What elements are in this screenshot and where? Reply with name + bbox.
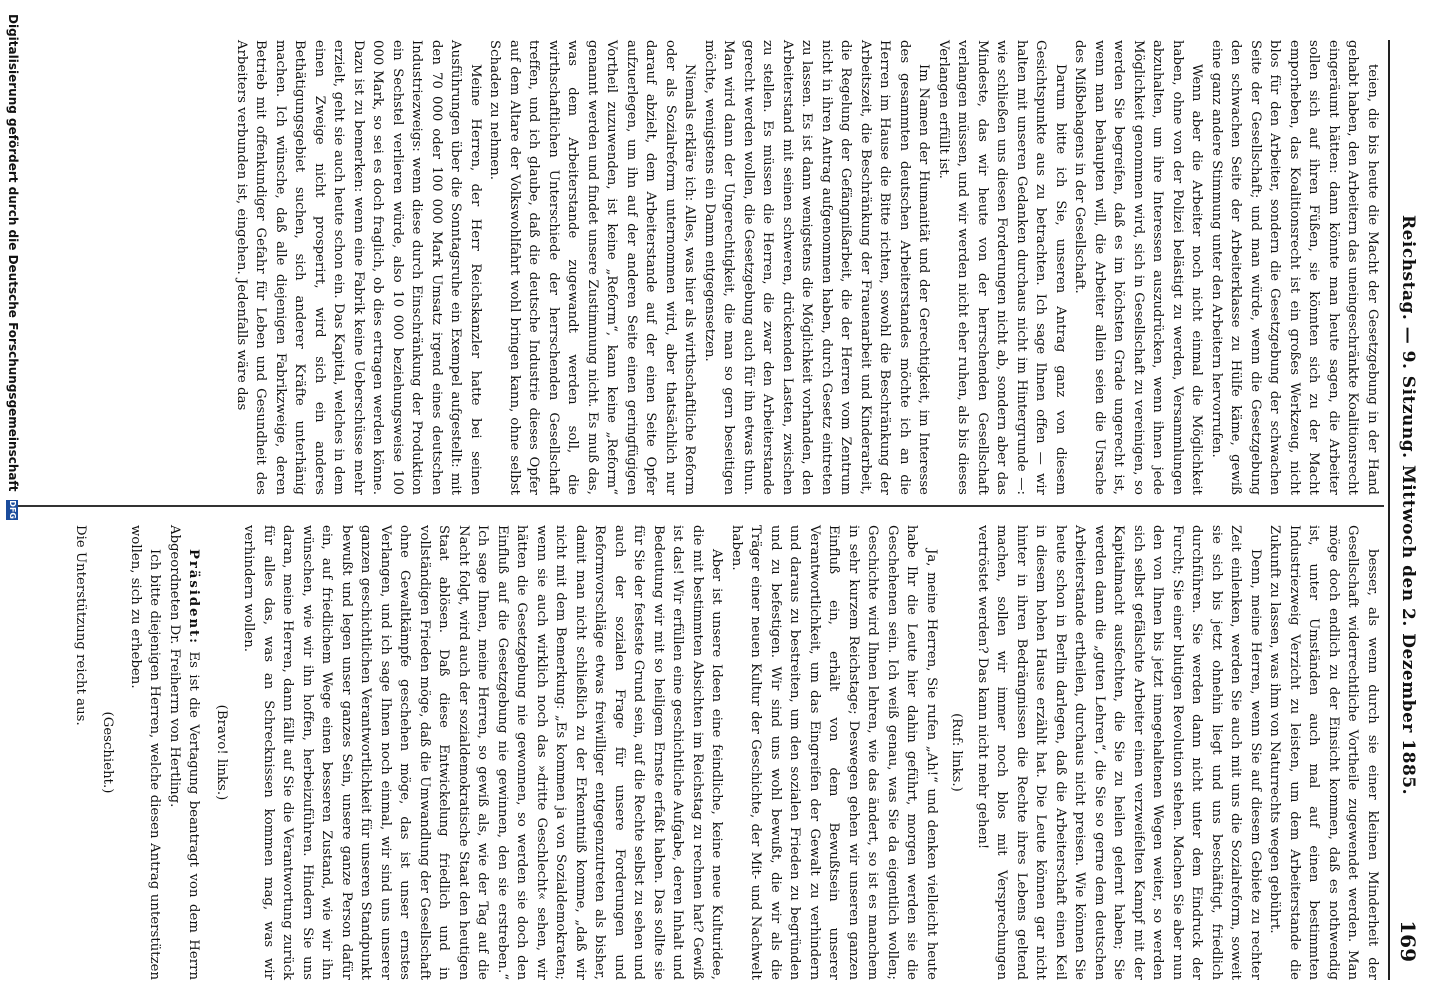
paragraph: Im Namen der Humanität und der Gerechtigkeit, im Interesse des gesammten deutschen Arbeiterstandes möchte ich an die Herren im Hause die Bitte richten, sowohl die Beschränkung der Arbeitszeit, die Beschränkung der Frauenarbeit und Kinderarbeit, die Regelung der Gefängnißarbeit, die der Herren vom Zentrum nicht in ihren Antrag aufgenommen haben, durch Gesetz eintreten zu lassen. Es ist dann wenigstens die Möglichkeit vorhanden, den Arbeiterstand mit seinen schweren, drückenden Lasten, zwischen zu stellen. Es müssen die Herren, die zwar den Arbeiterstande gerecht werden wollen, die Gesetzgebung auch für ihn etwas thun. Man wird dann der Ungerechtigkeit, die man so gern beseitigen möchte, wenigstens ein Damm entgegensetzen.	[702, 40, 932, 495]
president-paragraph	[165, 525, 204, 980]
header-title: Reichstag. — 9. Sitzung. Mittwoch den 2. Dezember 1885.	[1398, 214, 1418, 796]
paragraph: Wenn aber die Arbeiter noch nicht einmal die Möglichkeit haben, ohne von der Polizei belästigt zu werden, Versammlungen abzuhalten, um ihre Interessen auszudrücken, wenn ihnen jede Möglichkeit genommen wird, sich in Gesellschaft zu vereinigen, so werden Sie begreifen, daß es im höchsten Grade ungerecht ist, wenn man behaupten will, die Arbeiter allein seien die Ursache des Mißbehagens in der Gesellschaft.	[1072, 40, 1205, 495]
paragraph: Aber ist unsere Ideen eine feindliche, keine neue Kulturidee, die mit bestimmten Absichten im Reichstag zu rechnen hat? Gewiß ist das! Wir erfüllen eine geschichtliche Aufgabe, deren Inhalt und Bedeutung wir mit so heiligem Ernste erfaßt haben. Das sollte sie für Sie der festeste Grund sein, auf die Rechte selbst zu sehen und auch der sozialen Frage für unsere Forderungen und Reformvorschläge etwas freiwilliger entgegenzutreten als bisher, damit man nicht schließlich zu der Erkenntniß komme, „daß wir nicht mit dem Bemerkung: „Es kommen ja von Sozialdemokraten; wenn sie auch wirklich noch das »dritte Geschlecht« sehen, wir hätten die Gesetzgebung nie gewonnen, so werden sie doch den Einfluß auf die Gesetzgebung nie gewinnen, den sie erstreben.“ Ich sage Ihnen, meine Herren, so gewiß als, wie der Tag auf die Nacht folgt, wird auch der sozialdemokratische Staat den heutigen Staat ablösen. Daß diese Entwickelung friedlich und in vollständigen Frieden möge, daß die Umwandlung der Gesellschaft ohne Gewaltkämpfe geschehen möge, das ist unser ernstes Verlangen, und ich sage Ihnen noch einmal, wir sind uns unserer ganzen geschichtlichen Verantwortlichkeit für unseren Standpunkt bewußt und legen unser ganzes Sein, unsere ganze Person dafür ein, auf friedlichem Wege einen besseren Zustand, wie wir ihn wünschen, wie wir ihn hoffen, herbeizuführen. Hindern Sie uns daran, meine Herren, dann fällt auf Sie die Verantwortung zurück für alles das, was an Schrecknissen kommen mag, was wir verhindern wollen.	[241, 525, 725, 980]
paragraph: Ich bitte diejenigen Herren, welche diesen Antrag unterstützen wollen, sich zu erheben.	[128, 525, 163, 980]
paragraph: Meine Herren, der Herr Reichskanzler hatte bei seinen Ausführungen über die Sonntagsruhe ein Exempel aufgestellt: mit den 70 000 oder 100 000 Mark Umsatz irgend eines deutschen Industriezweigs: wenn diese durch Einschränkung der Produktion ein Sechstel verlieren würde, also 10 000 beziehungsweise 100 000 Mark, so sei es doch fraglich, ob dies ertragen werden könne. Dazu ist zu bemerken: wenn eine Fabrik keine Ueberschüsse mehr erzielt, geht sie auch heute schon ein. Das Kapital, welches in dem einen Zweige nicht prosperirt, wird sich ein anderes Bethätigungsgebiet suchen, sich anderer Kräfte unterhänig machen. Ich wünsche, daß alle diejenigen Fabrikzweige, deren Betrieb mit offenkundiger Gefahr für Leben und Gesundheit des Arbeiters verbunden ist, eingehen. Jedenfalls wäre das	[234, 40, 483, 495]
header-rule	[1388, 40, 1390, 980]
interjection: (Bravo! links.)	[214, 704, 229, 801]
paragraph: teien, die bis heute die Macht der Gesetzgebung in der Hand gehabt haben, den Arbeitern das uneingeschränkte Koalitionsrecht eingeräumt hätten: dann könnte man heute sagen, die Arbeiter sollen sich auf ihren Füßen, sie könnten sich zu der Macht emporheben, das Koalitionsrecht ist ein großes Werkzeug, nicht blos für den Arbeiter, sondern die Gesetzgebung der schwachen Seite der Gesellschaft; und man würde, wenn die Gesetzgebung den schwachen Seite der Arbeiterklasse zu Hülfe käme, gewiß eine ganz andere Stimmung unter den Arbeitern hervorrufen.	[1209, 40, 1380, 495]
left-column	[232, 40, 1383, 495]
paragraph-text: Es ist die Vertagung beantragt von dem Herrn Abgeordneten Dr. Freiherrn von Hertling.	[167, 525, 202, 980]
speaker-label: Präsident:	[186, 549, 202, 646]
page-number: 169	[1396, 920, 1420, 962]
paragraph: Denn, meine Herren, wenn Sie auf diesem Gebiete zu rechter Zeit einlenken, werden Sie auch mit uns die Sozialreform, soweit sie sich bis jetzt ohnehin liegt und uns beschäftigt, friedlich durchführen. Sie werden dann nicht unter dem Eindruck der Furcht; Sie einer blutigen Revolution stehen. Machen Sie aber nun den von Ihnen bis jetzt innegehaltenen Wegen weiter, so werden sich selbst gefälschte Arbeiter einen verzweifelten Kampf mit der Kapitalmacht ausfechten, die Sie zu heilen gelernt haben; Sie werden dann die „guten Lehren“, die Sie so gerne dem deutschen Arbeiterstande ertheilen, durchaus nicht preisen. Wie können Sie heute schon in Berlin darlegen, daß die Arbeiterschaft einen Keil in diesem hohen Hause erzählt hat. Die Leute können gar nicht hinter in ihren Bedrängnissen die Rechte ihres Lebens geltend machen, sollen wir immer noch blos mit Versprechungen vertröstet werden? Das kann nicht mehr gehen!	[975, 525, 1263, 980]
paragraph: Ja, meine Herren, Sie rufen „Ah!“ und denken vielleicht heute habe Ihr die Leute hier dahin geführt, morgen werden sie die Geschehenen sein. Ich weiß genau, was Sie da eigentlich wollen; Geschichte wird Ihnen lehren, wie das ändert, so ist es manchem in sehr kurzem Reichstage; Deswegen gehen wir unseren ganzen Einfluß ein, erhält von dem Bewußtsein unserer Verantwortlichkeit, um das Eingreifen der Gewalt zu verhindern und daraus zu bestreiten, um den sozialen Frieden zu begründen und zu befestigen. Wir sind uns wohl bewußt, die wir als die Träger einer neuen Kultur der Geschichte, der Mit- und Nachwelt haben.	[729, 525, 939, 980]
paragraph: Die Unterstützung reicht aus.	[73, 525, 88, 726]
page-header	[1394, 40, 1420, 970]
interjection: (Geschieht.)	[100, 711, 116, 794]
paragraph: besser, als wenn durch sie einer kleinen Minderheit der Gesellschaft widerrechtliche Vortheile zugewendet werden. Man möge doch endlich zu der Einsicht kommen, daß es nothwendig ist, unter Umständen auch mal auf einen bestimmten Industriezweig Verzicht zu leisten, um dem Arbeiterstande die Zukunft zu lassen, was ihm von Naturrechts wegen gebührt.	[1267, 525, 1380, 980]
column-divider	[14, 505, 1384, 507]
right-column	[71, 525, 1383, 980]
paragraph: Darum bitte ich Sie, unseren Antrag ganz von diesem Gesichtspunkte aus zu betrachten. Ich sage Ihnen offen — wir halten mit unseren Gedanken durchaus nicht im Hintergrunde —: wie schließen uns diesen Forderungen nicht ab, sondern aber das Mindeste, das wir heute von der herrschenden Gesellschaft verlangen müssen, und wir werden nicht eher ruhen, als bis dieses Verlangen erfüllt ist.	[936, 40, 1068, 495]
dfg-logo-icon: DFG	[8, 500, 18, 519]
digitization-footer	[6, 0, 20, 1000]
paragraph: Niemals erkläre ich: Alles, was hier als wirthschaftliche Reform oder als Sozialreform unternommen wird, aber thatsächlich nur darauf abzielt, dem Arbeiterstande auf der einen Seite Opfer aufzuerlegen, um ihn auf der anderen Seite einen geringfügigen Vortheil zuzuwenden, ist keine „Reform“, kann keine „Reform“ genannt werden und findet unsere Zustimmung nicht. Es muß das, was dem Arbeiterstande zugewandt werden soll, die wirthschaftlichen Unterschiede der herrschenden Gesellschaft treffen, und ich glaube, daß die deutsche Industrie dieses Opfer auf dem Altare der Volkswohlfahrt wohl bringen kann, ohne selbst Schaden zu nehmen.	[487, 40, 698, 495]
footer-text: Digitalisierung gefördert durch die Deutsche Forschungsgemeinschaft	[6, 14, 20, 492]
interjection: (Ruf: links.)	[949, 713, 965, 792]
